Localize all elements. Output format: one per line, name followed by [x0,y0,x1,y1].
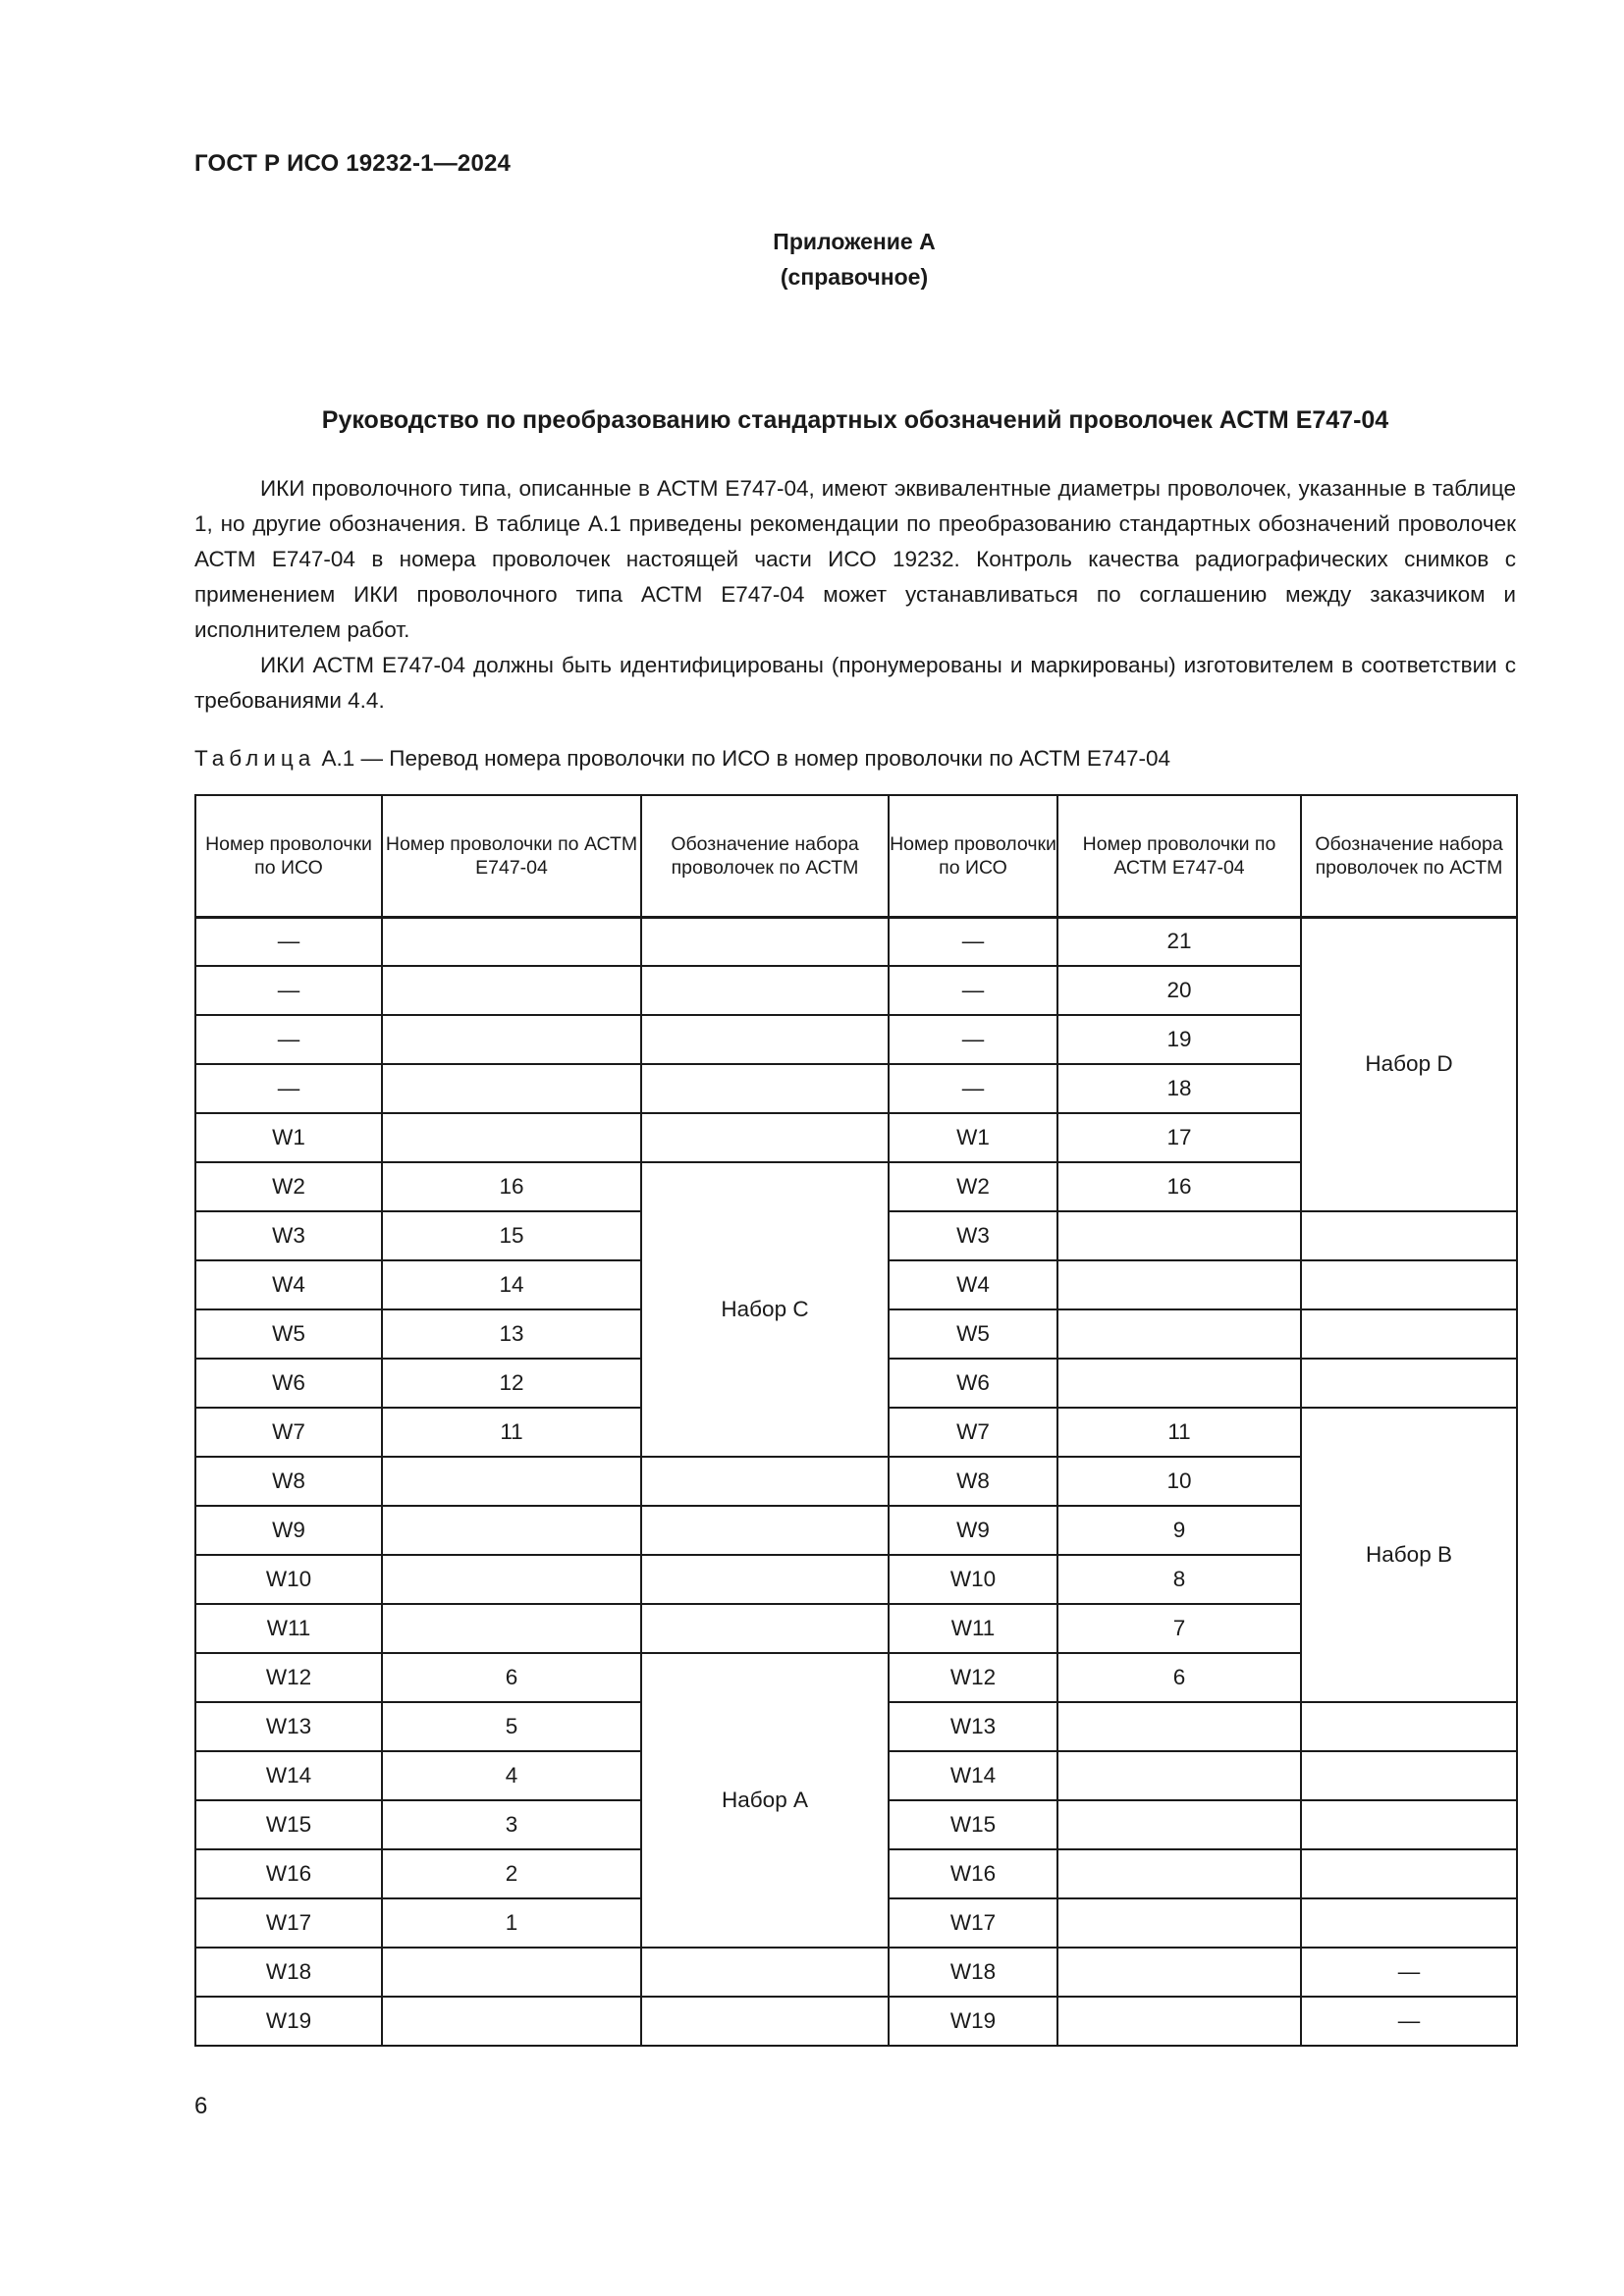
iso-number-left-cell: W5 [195,1309,382,1359]
astm-number-right-cell: 17 [1057,1113,1301,1162]
header-iso-number-left: Номер проволочки по ИСО [195,795,382,917]
astm-number-left-cell: 13 [382,1309,641,1359]
astm-set-left-cell [641,1015,889,1064]
astm-number-right-cell: 16 [1057,1162,1301,1211]
iso-number-right-cell: W7 [889,1408,1057,1457]
astm-number-left-cell: 4 [382,1751,641,1800]
astm-set-left-cell [641,1457,889,1506]
iso-number-left-cell: W6 [195,1359,382,1408]
header-astm-set-left: Обозначение набора проволочек по АСТМ [641,795,889,917]
table-header-row [195,795,1517,917]
iso-number-left-cell: W12 [195,1653,382,1702]
astm-number-left-cell: 12 [382,1359,641,1408]
paragraph-1: ИКИ проволочного типа, описанные в АСТМ Е747-04, имеют эквивалентные диаметры проволочек, указанные в таблице 1, но другие обозначения. В таблице А.1 приведены рекомендации по преобразованию стандартных обозначений проволочек АСТМ Е747-04 в номера проволочек настоящей части ИСО 19232. Контроль качества радиографических снимков с применением ИКИ проволочного типа АСТМ Е747-04 может устанавливаться по соглашению между заказчиком и исполнителем работ. [194,476,1516,642]
astm-number-right-cell [1057,1309,1301,1359]
iso-number-right-cell: W11 [889,1604,1057,1653]
astm-number-left-cell [382,1555,641,1604]
astm-number-left-cell [382,1457,641,1506]
astm-number-right-cell [1057,1898,1301,1948]
table-row [195,917,1517,966]
iso-number-right-cell: W2 [889,1162,1057,1211]
astm-set-left-cell [641,1506,889,1555]
iso-number-left-cell: W10 [195,1555,382,1604]
astm-set-left-cell [641,1113,889,1162]
iso-number-left-cell: W1 [195,1113,382,1162]
astm-number-right-cell: 8 [1057,1555,1301,1604]
astm-number-right-cell: 20 [1057,966,1301,1015]
astm-number-left-cell [382,917,641,966]
astm-set-right-cell [1301,1359,1517,1408]
iso-number-right-cell: W15 [889,1800,1057,1849]
astm-number-left-cell: 15 [382,1211,641,1260]
astm-set-left-cell [641,966,889,1015]
iso-number-left-cell: W4 [195,1260,382,1309]
iso-number-right-cell: W3 [889,1211,1057,1260]
iso-number-left-cell: W19 [195,1997,382,2046]
astm-number-left-cell: 6 [382,1653,641,1702]
astm-number-right-cell [1057,1849,1301,1898]
iso-number-left-cell: W15 [195,1800,382,1849]
iso-number-left-cell: W11 [195,1604,382,1653]
iso-number-left-cell: W9 [195,1506,382,1555]
astm-number-left-cell: 16 [382,1162,641,1211]
astm-number-right-cell [1057,1800,1301,1849]
table-caption-label: Таблица [194,746,316,771]
astm-set-left-cell [641,917,889,966]
iso-number-right-cell: — [889,966,1057,1015]
astm-set-left-cell [641,1948,889,1997]
astm-set-right-cell [1301,1849,1517,1898]
astm-number-left-cell [382,1997,641,2046]
astm-set-left-cell [641,1604,889,1653]
iso-number-left-cell: — [195,966,382,1015]
iso-number-right-cell: W10 [889,1555,1057,1604]
astm-set-left-cell: Набор С [641,1162,889,1457]
astm-number-right-cell: 9 [1057,1506,1301,1555]
astm-number-right-cell: 7 [1057,1604,1301,1653]
table-caption-text: А.1 — Перевод номера проволочки по ИСО в номер проволочки по АСТМ Е747-04 [321,746,1171,771]
header-astm-number-right: Номер проволочки по АСТМ Е747-04 [1057,795,1301,917]
astm-number-right-cell: 21 [1057,917,1301,966]
astm-number-left-cell [382,1015,641,1064]
iso-number-left-cell: W13 [195,1702,382,1751]
iso-number-right-cell: W13 [889,1702,1057,1751]
astm-number-left-cell: 14 [382,1260,641,1309]
iso-number-right-cell: — [889,917,1057,966]
iso-number-right-cell: W8 [889,1457,1057,1506]
astm-set-right-cell: — [1301,1948,1517,1997]
iso-number-right-cell: — [889,1015,1057,1064]
iso-number-right-cell: — [889,1064,1057,1113]
astm-number-left-cell: 5 [382,1702,641,1751]
section-title: Руководство по преобразованию стандартных обозначений проволочек АСТМ Е747-04 [321,406,1389,434]
astm-set-right-cell [1301,1309,1517,1359]
astm-number-left-cell [382,1064,641,1113]
astm-number-left-cell: 1 [382,1898,641,1948]
header-astm-set-right: Обозначение набора проволочек по АСТМ [1301,795,1517,917]
paragraph-2: ИКИ АСТМ Е747-04 должны быть идентифицированы (пронумерованы и маркированы) изготовителем в соответствии с требованиями 4.4. [194,653,1516,713]
astm-set-right-cell [1301,1898,1517,1948]
astm-number-right-cell: 19 [1057,1015,1301,1064]
astm-number-right-cell: 11 [1057,1408,1301,1457]
iso-number-left-cell: — [195,1064,382,1113]
iso-number-right-cell: W6 [889,1359,1057,1408]
astm-set-right-cell: — [1301,1997,1517,2046]
iso-number-right-cell: W12 [889,1653,1057,1702]
astm-number-left-cell [382,1113,641,1162]
iso-number-right-cell: W4 [889,1260,1057,1309]
astm-number-right-cell: 6 [1057,1653,1301,1702]
astm-number-right-cell [1057,1948,1301,1997]
astm-number-left-cell: 2 [382,1849,641,1898]
astm-number-right-cell [1057,1702,1301,1751]
iso-number-right-cell: W17 [889,1898,1057,1948]
iso-number-right-cell: W5 [889,1309,1057,1359]
annex-title: Приложение А [773,229,936,254]
astm-set-right-cell [1301,1211,1517,1260]
table-row [195,1997,1517,2046]
iso-number-right-cell: W16 [889,1849,1057,1898]
iso-number-left-cell: W18 [195,1948,382,1997]
astm-number-right-cell: 18 [1057,1064,1301,1113]
iso-number-right-cell: W18 [889,1948,1057,1997]
iso-number-left-cell: W16 [195,1849,382,1898]
astm-number-left-cell: 3 [382,1800,641,1849]
astm-set-right-cell [1301,1702,1517,1751]
iso-number-left-cell: W8 [195,1457,382,1506]
iso-number-left-cell: W14 [195,1751,382,1800]
astm-set-right-cell [1301,1751,1517,1800]
iso-number-right-cell: W14 [889,1751,1057,1800]
astm-number-right-cell: 10 [1057,1457,1301,1506]
astm-set-left-cell [641,1064,889,1113]
annex-kind: (справочное) [780,264,929,290]
astm-set-right-cell: Набор D [1301,917,1517,1211]
astm-number-left-cell [382,1948,641,1997]
table-row [195,1948,1517,1997]
astm-number-left-cell [382,1506,641,1555]
astm-number-left-cell [382,1604,641,1653]
page-number: 6 [194,2093,208,2119]
document-id-header: ГОСТ Р ИСО 19232-1—2024 [194,150,512,177]
iso-number-left-cell: W3 [195,1211,382,1260]
header-astm-number-left: Номер проволочки по АСТМ Е747-04 [382,795,641,917]
iso-number-right-cell: W9 [889,1506,1057,1555]
table-caption [194,746,1170,772]
iso-number-left-cell: — [195,1015,382,1064]
astm-number-left-cell [382,966,641,1015]
astm-set-right-cell [1301,1260,1517,1309]
astm-set-left-cell: Набор А [641,1653,889,1948]
iso-number-left-cell: — [195,917,382,966]
astm-number-right-cell [1057,1260,1301,1309]
header-iso-number-right: Номер проволочки по ИСО [889,795,1057,917]
astm-set-left-cell [641,1555,889,1604]
iso-number-right-cell: W19 [889,1997,1057,2046]
iso-number-left-cell: W2 [195,1162,382,1211]
astm-set-left-cell [641,1997,889,2046]
astm-number-right-cell [1057,1751,1301,1800]
iso-number-right-cell: W1 [889,1113,1057,1162]
astm-number-right-cell [1057,1997,1301,2046]
table-body [195,917,1517,2046]
astm-set-right-cell [1301,1800,1517,1849]
iso-number-left-cell: W7 [195,1408,382,1457]
astm-number-left-cell: 11 [382,1408,641,1457]
astm-number-right-cell [1057,1359,1301,1408]
iso-number-left-cell: W17 [195,1898,382,1948]
conversion-table [194,794,1518,2047]
astm-number-right-cell [1057,1211,1301,1260]
astm-set-right-cell: Набор В [1301,1408,1517,1702]
